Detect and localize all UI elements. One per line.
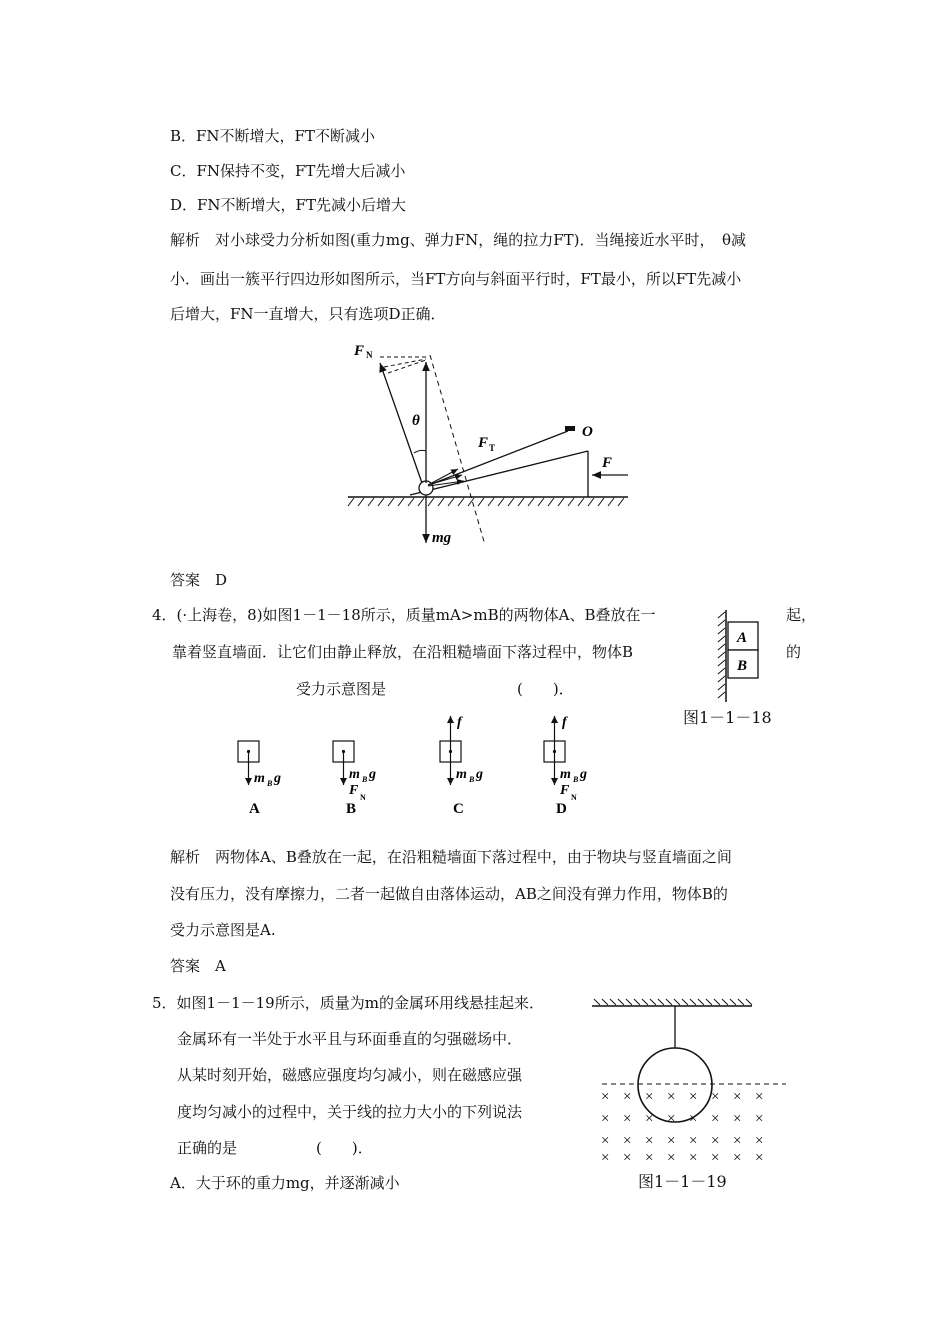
option-d: D．FN不断增大，FT先减小后增大 [170,196,406,214]
svg-text:N: N [366,350,373,360]
svg-text:D: D [556,801,567,817]
option-b-diagram [333,741,376,817]
svg-text:B: B [737,658,748,674]
svg-text:m: m [254,771,265,786]
q4-stem-line-2-end: 的 [786,643,802,661]
svg-text:m: m [456,767,467,782]
svg-text:×: × [733,1111,742,1127]
q4-stem-line-1-end: 起， [786,606,817,624]
q5-stem-line-3: 从某时刻开始，磁感应强度均匀减小，则在磁感应强 [177,1066,523,1084]
svg-text:B: B [362,775,368,784]
magnetic-field-crosses [601,1089,763,1166]
svg-text:×: × [667,1133,676,1149]
option-c-diagram [440,715,483,817]
label-theta: θ [412,413,420,429]
svg-text:×: × [733,1089,742,1105]
ring-magnetic-field-figure [590,996,790,1166]
svg-text:N: N [571,793,577,802]
svg-text:B: B [573,775,579,784]
wall-blocks-figure [712,606,772,706]
svg-text:×: × [667,1111,676,1127]
svg-text:×: × [667,1089,676,1105]
svg-text:×: × [645,1111,654,1127]
svg-text:×: × [733,1133,742,1149]
q5-stem-line-5: 正确的是 [177,1139,238,1157]
q5-stem-line-2: 金属环有一半处于水平且与环面垂直的匀强磁场中． [177,1030,523,1048]
answer-q3: 答案 D [170,571,228,589]
label-f: F [602,455,613,471]
svg-text:×: × [601,1133,610,1149]
svg-text:g: g [274,771,281,786]
svg-text:F: F [560,783,570,798]
option-a-diagram [238,741,281,817]
svg-text:×: × [755,1133,764,1149]
svg-text:×: × [667,1150,676,1166]
analysis-line-2: 小．画出一簇平行四边形如图所示，当FT方向与斜面平行时，FT最小，所以FT先减小 [170,270,742,288]
svg-text:×: × [623,1111,632,1127]
label-o: O [582,424,593,440]
svg-text:×: × [755,1150,764,1166]
option-b: B．FN不断增大，FT不断减小 [170,127,375,145]
rope [424,431,568,487]
q4-stem-line-2: 靠着竖直墙面．让它们由静止释放，在沿粗糙墙面下落过程中，物体B [172,643,634,661]
q4-stem-line-1: 4．(·上海卷，8)如图1－1－18所示，质量mA>mB的两物体A、B叠放在一 [152,606,656,624]
svg-text:B: B [267,779,273,788]
svg-text:×: × [689,1150,698,1166]
svg-text:B: B [469,775,475,784]
svg-text:×: × [689,1089,698,1105]
svg-text:×: × [645,1133,654,1149]
svg-text:g: g [476,767,483,782]
answer-q4: 答案 A [170,957,226,975]
option-c: C．FN保持不变，FT先增大后减小 [170,162,406,180]
force-diagram-q3 [340,335,640,550]
svg-text:m: m [560,767,571,782]
svg-text:×: × [755,1111,764,1127]
figure-caption-1-1-19: 图1－1－19 [638,1172,727,1191]
svg-text:×: × [623,1089,632,1105]
q4-stem-line-3: 受力示意图是 [296,680,387,698]
svg-text:×: × [601,1089,610,1105]
svg-text:B: B [346,801,357,817]
q4-analysis-line-2: 没有压力，没有摩擦力，二者一起做自由落体运动，AB之间没有弹力作用，物体B的 [170,885,728,903]
svg-text:×: × [623,1133,632,1149]
svg-text:×: × [711,1089,720,1105]
dashed-reference-line [430,355,485,545]
label-mg: mg [432,530,452,546]
label-fn: F [354,343,365,359]
figure-caption-1-1-18: 图1－1－18 [683,708,772,727]
svg-text:×: × [755,1089,764,1105]
svg-text:f: f [562,715,567,730]
label-ft: F [478,435,489,451]
svg-text:A: A [737,630,748,646]
svg-text:g: g [369,767,376,782]
q5-stem-line-1: 5．如图1－1－19所示，质量为m的金属环用线悬挂起来． [152,994,544,1012]
svg-text:F: F [349,783,359,798]
q5-answer-blank: ( )． [316,1139,373,1157]
q4-option-diagrams [228,710,628,820]
svg-text:m: m [349,767,360,782]
q5-stem-line-4: 度均匀减小的过程中，关于线的拉力大小的下列说法 [177,1103,523,1121]
svg-text:A: A [249,801,260,817]
svg-text:×: × [711,1133,720,1149]
anchor-point-o [565,426,575,431]
svg-text:×: × [601,1111,610,1127]
svg-text:×: × [601,1150,610,1166]
q5-option-a: A．大于环的重力mg，并逐渐减小 [170,1174,400,1192]
svg-text:T: T [489,443,496,453]
q4-answer-blank: ( )． [517,680,574,698]
theta-arc [414,450,426,453]
analysis-line-3: 后增大，FN一直增大，只有选项D正确． [170,305,446,323]
svg-text:×: × [733,1150,742,1166]
svg-text:×: × [645,1089,654,1105]
svg-text:×: × [689,1111,698,1127]
svg-text:×: × [689,1133,698,1149]
q4-analysis-line-1: 解析 两物体A、B叠放在一起，在沿粗糙墙面下落过程中，由于物块与竖直墙面之间 [170,848,732,866]
svg-text:×: × [711,1150,720,1166]
svg-text:×: × [645,1150,654,1166]
q4-analysis-line-3: 受力示意图是A. [170,921,276,939]
svg-text:×: × [623,1150,632,1166]
svg-text:g: g [580,767,587,782]
svg-text:C: C [453,801,464,817]
option-d-diagram [544,715,587,817]
analysis-line-1: 解析 对小球受力分析如图(重力mg、弹力FN，绳的拉力FT)．当绳接近水平时， θ减 [170,231,747,249]
svg-text:×: × [711,1111,720,1127]
svg-text:f: f [457,715,462,730]
svg-text:N: N [360,793,366,802]
